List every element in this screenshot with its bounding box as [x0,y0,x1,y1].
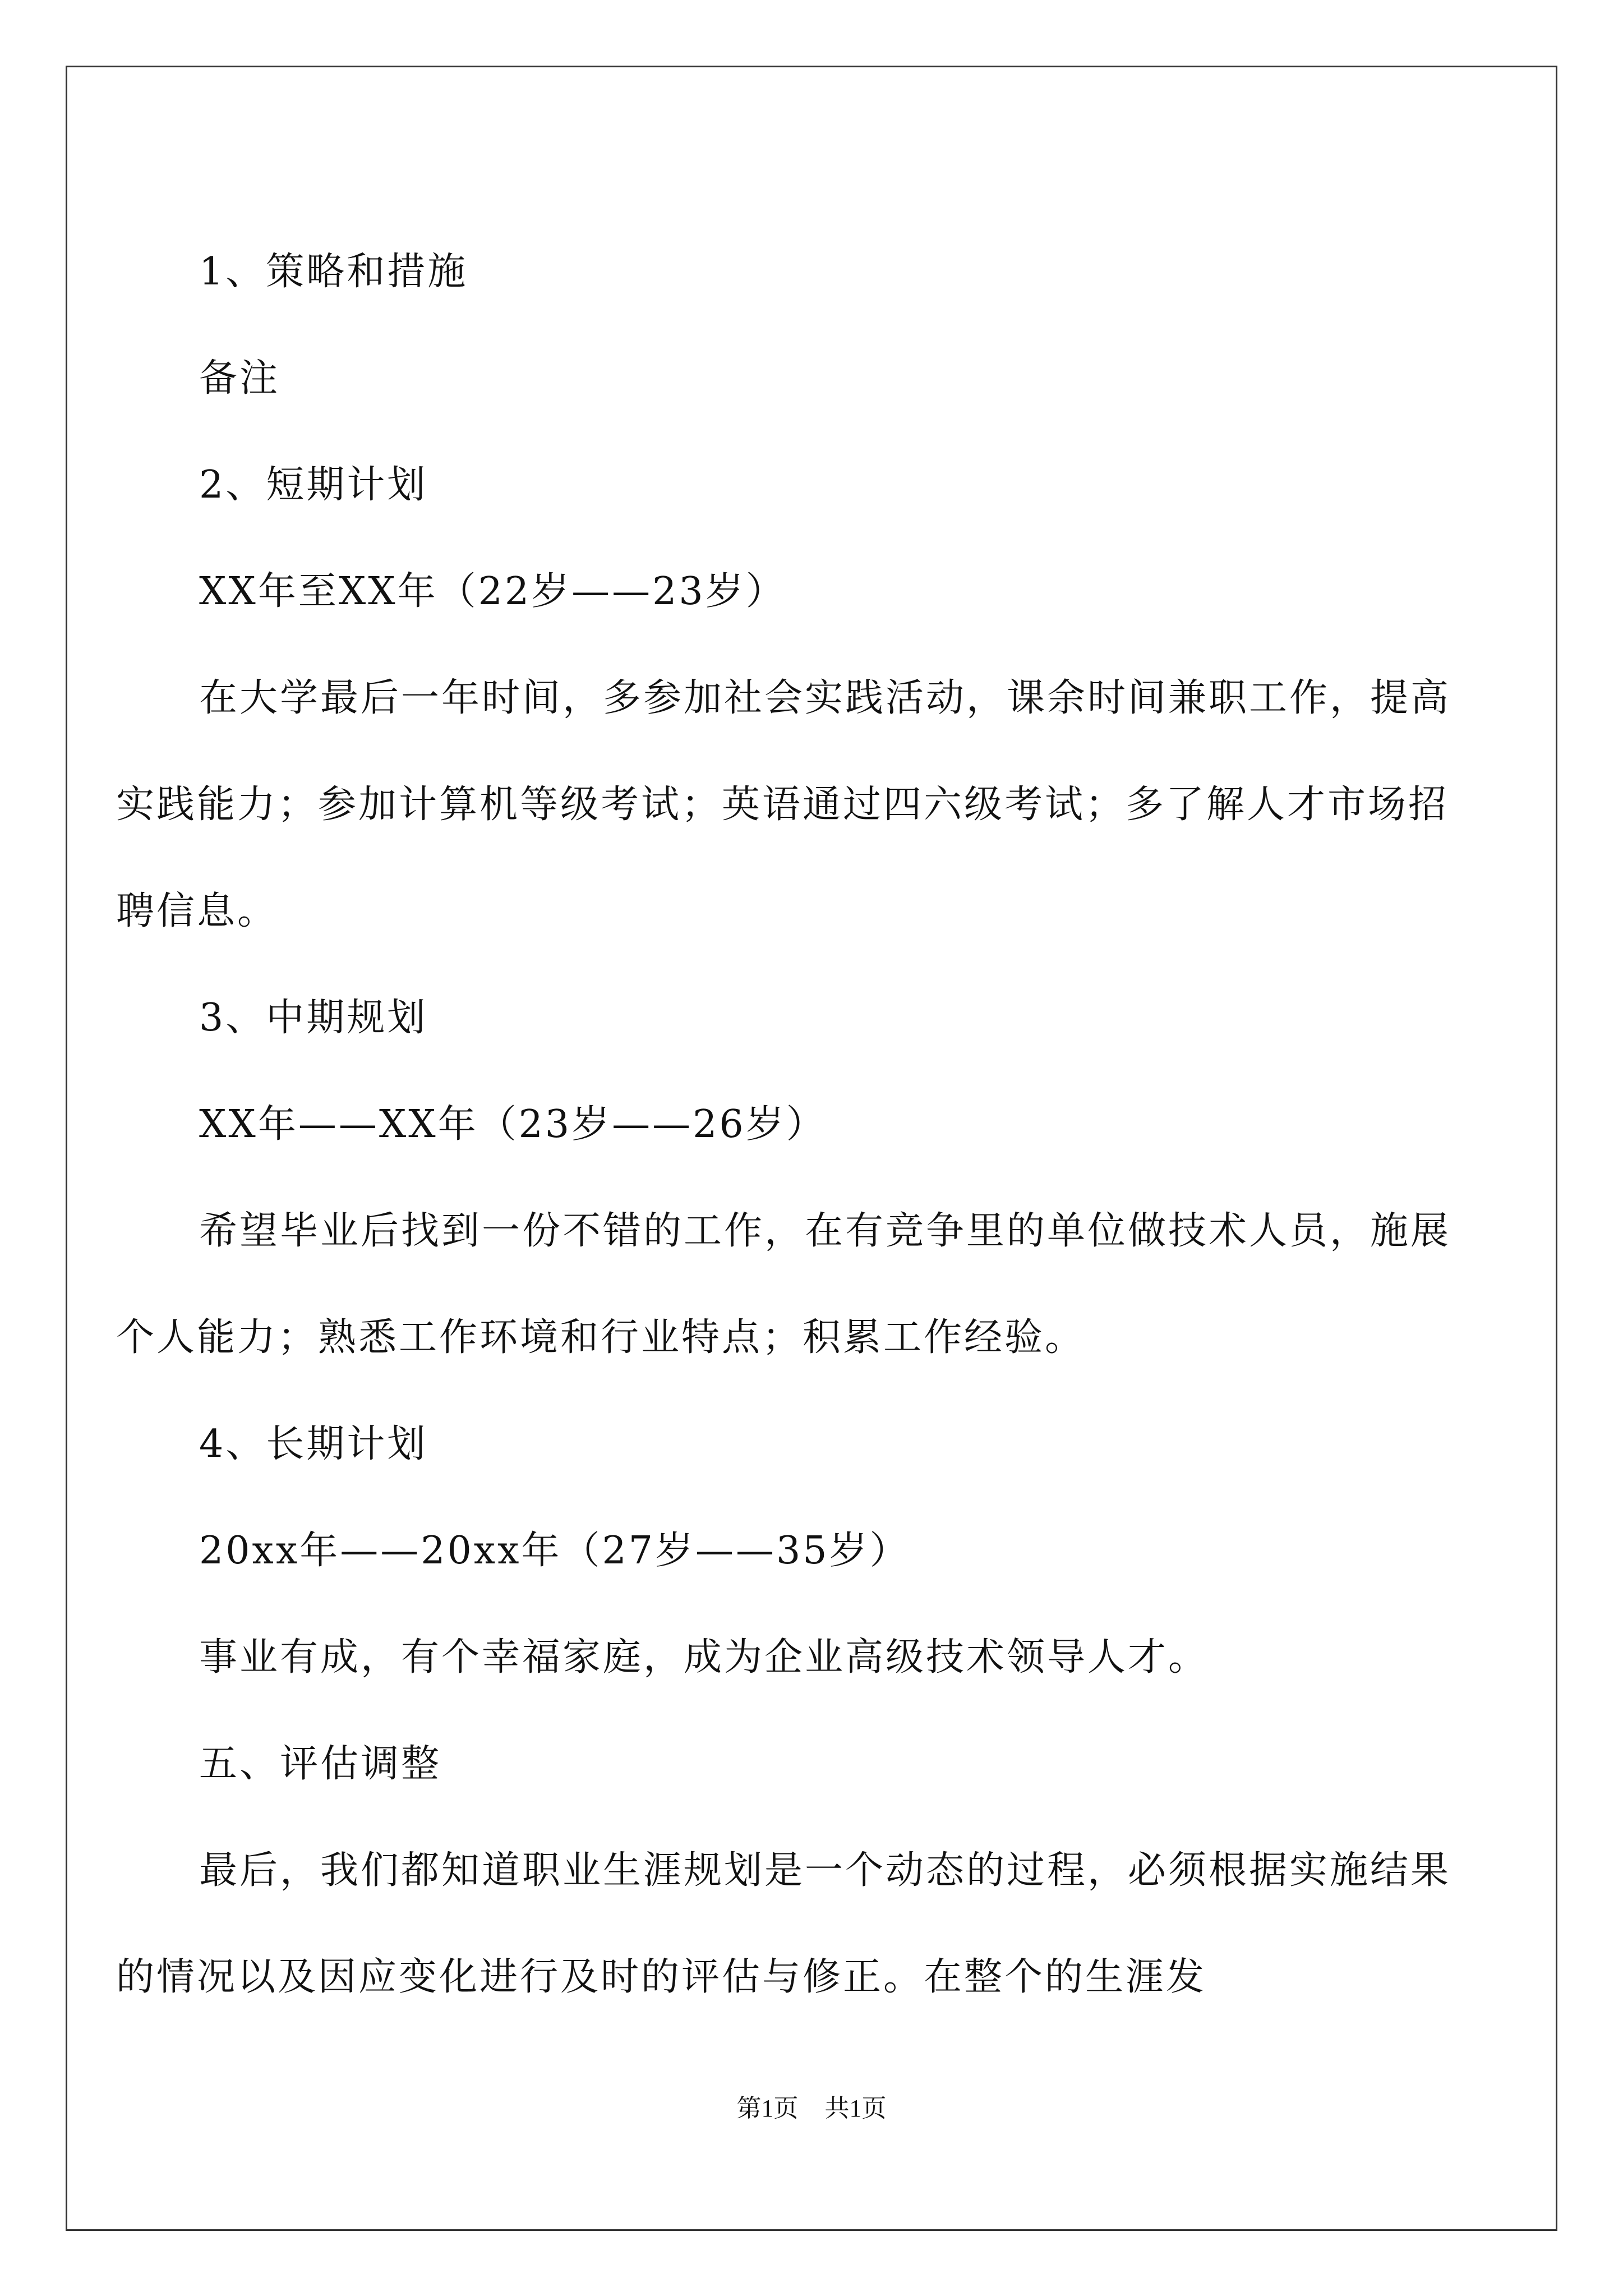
short-term-period: XX年至XX年（22岁——23岁） [199,569,786,614]
long-term-description: 事业有成，有个幸福家庭，成为企业高级技术领导人才。 [199,1635,1209,1680]
page-total: 共1页 [824,2095,887,2122]
heading-mid-term-plan: 3、中期规划 [199,996,428,1040]
document-body [116,219,1467,2031]
page-footer [0,2088,1623,2124]
page-number: 第1页 [736,2095,799,2122]
note-label: 备注 [199,356,280,401]
heading-strategy: 1、策略和措施 [199,250,468,294]
heading-long-term-plan: 4、长期计划 [199,1422,428,1466]
mid-term-period: XX年——XX年（23岁——26岁） [199,1102,827,1147]
heading-evaluation: 五、评估调整 [199,1742,442,1786]
mid-term-description: 希望毕业后找到一份不错的工作，在有竞争里的单位做技术人员，施展个人能力；熟悉工作环境和行业特点；积累工作经验。 [116,1209,1451,1360]
short-term-description: 在大学最后一年时间，多参加社会实践活动，课余时间兼职工作，提高实践能力；参加计算机等级考试；英语通过四六级考试；多了解人才市场招聘信息。 [116,676,1451,933]
long-term-period: 20xx年——20xx年（27岁——35岁） [199,1529,910,1573]
heading-short-term-plan: 2、短期计划 [199,463,428,507]
evaluation-description: 最后，我们都知道职业生涯规划是一个动态的过程，必须根据实施结果的情况以及因应变化进行及时的评估与修正。在整个的生涯发 [116,1848,1451,1999]
